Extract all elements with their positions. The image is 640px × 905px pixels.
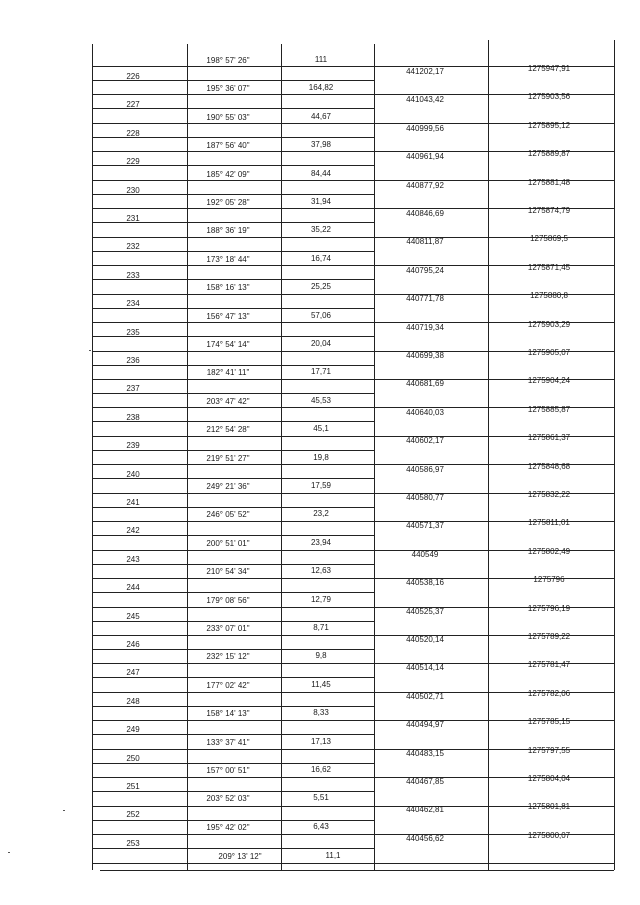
margin-mark [63, 810, 65, 811]
segment-length: 8,33 [313, 708, 329, 718]
bearing-angle: 156° 47' 13" [206, 311, 250, 321]
coordinate-x: 441043,42 [406, 95, 444, 105]
coordinate-x: 440640,03 [406, 407, 444, 417]
segment-length: 84,44 [310, 168, 332, 178]
coordinate-y: 1275796 [533, 575, 565, 585]
point-number: 246 [126, 640, 140, 649]
coordinate-y: 1275796,19 [527, 603, 571, 613]
coordinate-y: 1275903,56 [527, 92, 571, 102]
segment-length: 35,22 [310, 225, 332, 235]
coordinate-y: 1275905,07 [527, 348, 571, 357]
point-number: 252 [126, 810, 140, 820]
bearing-angle: 179° 08' 56" [206, 595, 250, 605]
segment-length: 164,82 [308, 83, 334, 93]
bearing-angle: 188° 36' 19" [206, 226, 250, 236]
coordinate-x: 440467,85 [406, 777, 444, 786]
coordinate-x: 440795,24 [406, 265, 444, 275]
segment-length: 16,62 [310, 765, 332, 774]
bearing-angle: 219° 51' 27" [206, 453, 250, 463]
point-number: 235 [126, 327, 140, 337]
coordinate-x: 440525,37 [406, 606, 444, 616]
coordinate-y: 1275861,37 [527, 433, 571, 443]
coordinate-y: 1275801,81 [527, 802, 571, 812]
coordinate-y: 1275811,01 [528, 518, 570, 528]
coordinate-y: 1275904,24 [527, 376, 571, 386]
bearing-angle: 158° 14' 13" [206, 709, 250, 719]
coordinate-x: 440846,69 [406, 209, 444, 218]
bearing-angle: 185° 42' 09" [206, 169, 250, 179]
point-number: 253 [126, 838, 140, 848]
coordinate-x: 440520,14 [406, 635, 444, 644]
segment-length: 6,43 [313, 821, 329, 831]
bearing-angle: 133° 37' 41" [206, 737, 250, 747]
coordinate-y: 1275848,68 [527, 461, 571, 471]
coordinate-x: 440580,77 [406, 493, 444, 502]
point-number: 237 [126, 384, 140, 394]
coordinate-y: 1275832,22 [527, 490, 571, 499]
bearing-angle: 246° 05' 52" [206, 510, 250, 520]
point-number: 229 [126, 157, 140, 167]
point-number: 234 [126, 299, 140, 309]
bearing-angle: 232° 15' 12" [206, 652, 250, 662]
coordinate-x: 440699,38 [406, 351, 444, 360]
point-number: 238 [126, 412, 140, 422]
segment-length: 12,63 [310, 566, 332, 576]
coordinate-x: 440538,16 [406, 578, 444, 588]
point-number: 249 [126, 725, 140, 735]
segment-length: 20,04 [310, 339, 332, 348]
coordinate-y: 1275789,22 [527, 632, 571, 641]
segment-length: 19,8 [313, 452, 329, 462]
segment-length: 111 [314, 55, 328, 64]
coordinate-y: 1275802,49 [527, 546, 571, 556]
point-number: 248 [126, 696, 140, 706]
bearing-angle: 249° 21' 36" [206, 482, 250, 491]
coordinate-x: 440549 [411, 549, 439, 559]
margin-mark [8, 852, 10, 853]
segment-length: 8,71 [313, 623, 329, 632]
coordinate-y: 1275804,04 [527, 774, 571, 783]
bearing-angle: 195° 36' 07" [206, 84, 250, 94]
segment-length: 45,1 [313, 424, 329, 434]
bearing-angle: 209° 13' 12" [218, 852, 262, 862]
coordinate-x: 440811,87 [406, 237, 444, 247]
coordinate-y: 1275785,15 [527, 717, 571, 727]
bearing-angle: 192° 05' 28" [206, 198, 250, 207]
bearing-angle: 173° 18' 44" [206, 254, 250, 264]
coordinate-x: 440877,92 [406, 180, 444, 190]
point-number: 240 [126, 469, 140, 479]
point-number: 239 [126, 441, 140, 451]
coordinate-x: 440771,78 [406, 294, 444, 304]
bearing-angle: 174° 54' 14" [206, 340, 250, 349]
point-number: 233 [126, 270, 140, 280]
bearing-angle: 212° 54' 28" [206, 425, 250, 435]
point-number: 231 [126, 214, 140, 223]
point-number: 236 [126, 356, 140, 365]
coordinate-x: 441202,17 [406, 67, 444, 76]
bearing-angle: 198° 57' 26" [206, 56, 250, 65]
bearing-angle: 158° 16' 13" [206, 283, 250, 293]
point-number: 242 [126, 526, 140, 536]
coordinate-y: 1275880,8 [530, 291, 568, 301]
coordinate-x: 440502,71 [406, 691, 444, 701]
segment-length: 31,94 [310, 197, 332, 206]
point-number: 243 [126, 554, 140, 564]
coordinate-y: 1275781,47 [527, 660, 571, 670]
coordinate-x: 440462,81 [406, 805, 444, 815]
coordinate-x: 440602,17 [406, 436, 444, 446]
segment-length: 11,1 [325, 851, 341, 861]
coordinate-y: 1275885,87 [527, 404, 571, 414]
segment-length: 23,2 [313, 509, 329, 519]
bearing-angle: 210° 54' 34" [206, 567, 250, 577]
segment-length: 57,06 [310, 310, 332, 320]
point-number: 226 [126, 72, 140, 81]
point-number: 251 [126, 782, 140, 791]
point-number: 244 [126, 583, 140, 593]
coordinate-y: 1275782,06 [527, 688, 571, 698]
point-number: 227 [126, 100, 140, 110]
coordinate-x: 440456,62 [406, 833, 444, 843]
segment-length: 23,94 [310, 537, 332, 547]
segment-length: 25,25 [310, 282, 332, 292]
point-number: 247 [126, 668, 140, 678]
column-rule [92, 44, 93, 870]
coordinate-x: 440719,34 [406, 322, 444, 332]
coordinate-y: 1275874,79 [527, 206, 571, 215]
segment-length: 17,13 [310, 736, 332, 746]
bearing-angle: 177° 02' 42" [206, 680, 250, 690]
coordinate-x: 440586,97 [406, 464, 444, 474]
coordinate-x: 440514,14 [406, 663, 444, 673]
bearing-angle: 182° 41' 11" [206, 368, 250, 378]
row-rule [92, 863, 614, 864]
point-number: 228 [126, 128, 140, 138]
coordinate-y: 1275895,12 [527, 120, 571, 130]
margin-mark [89, 350, 91, 351]
point-number: 250 [126, 753, 140, 763]
coordinate-y: 1275797,55 [527, 745, 571, 755]
segment-length: 17,71 [310, 367, 332, 377]
coordinate-y: 1275869,5 [530, 234, 568, 244]
bearing-angle: 187° 56' 40" [206, 141, 250, 151]
segment-length: 9,8 [315, 651, 327, 661]
coordinate-y: 1275881,48 [527, 177, 571, 187]
column-rule [187, 44, 188, 870]
segment-length: 37,98 [310, 140, 332, 150]
coordinate-x: 440494,97 [406, 720, 444, 730]
bearing-angle: 203° 47' 42" [206, 396, 250, 406]
bearing-angle: 190° 55' 03" [206, 112, 250, 122]
point-number: 241 [126, 498, 140, 507]
segment-length: 45,53 [310, 395, 332, 405]
table-bottom-rule [100, 870, 614, 871]
coordinate-y: 1275889,87 [527, 149, 571, 159]
coordinate-x: 440961,94 [406, 152, 444, 162]
segment-length: 17,59 [310, 481, 332, 490]
column-rule [488, 40, 489, 870]
point-number: 230 [126, 185, 140, 195]
column-rule [614, 40, 615, 870]
coordinate-y: 1275947,91 [527, 64, 571, 73]
bearing-angle: 233° 07' 01" [206, 624, 250, 633]
segment-length: 16,74 [310, 253, 332, 263]
bearing-angle: 157° 00' 51" [206, 766, 250, 775]
column-rule [281, 44, 282, 870]
coordinate-x: 440999,56 [406, 123, 444, 133]
coordinate-y: 1275903,29 [527, 319, 571, 329]
bearing-angle: 203° 52' 03" [206, 794, 250, 804]
point-number: 232 [126, 242, 140, 252]
coordinate-x: 440571,37 [406, 521, 444, 531]
coordinate-y: 1275871,45 [527, 262, 571, 272]
segment-length: 12,79 [310, 594, 332, 604]
bearing-angle: 200° 51' 01" [206, 538, 250, 548]
column-rule [374, 44, 375, 870]
point-number: 245 [126, 611, 140, 621]
coordinate-x: 440681,69 [406, 379, 444, 389]
segment-length: 5,51 [313, 793, 329, 803]
coordinate-x: 440483,15 [406, 748, 444, 758]
coordinate-y: 1275800,07 [527, 830, 571, 840]
segment-length: 11,45 [311, 679, 331, 689]
segment-length: 44,67 [310, 111, 332, 121]
bearing-angle: 195° 42' 02" [206, 822, 250, 832]
